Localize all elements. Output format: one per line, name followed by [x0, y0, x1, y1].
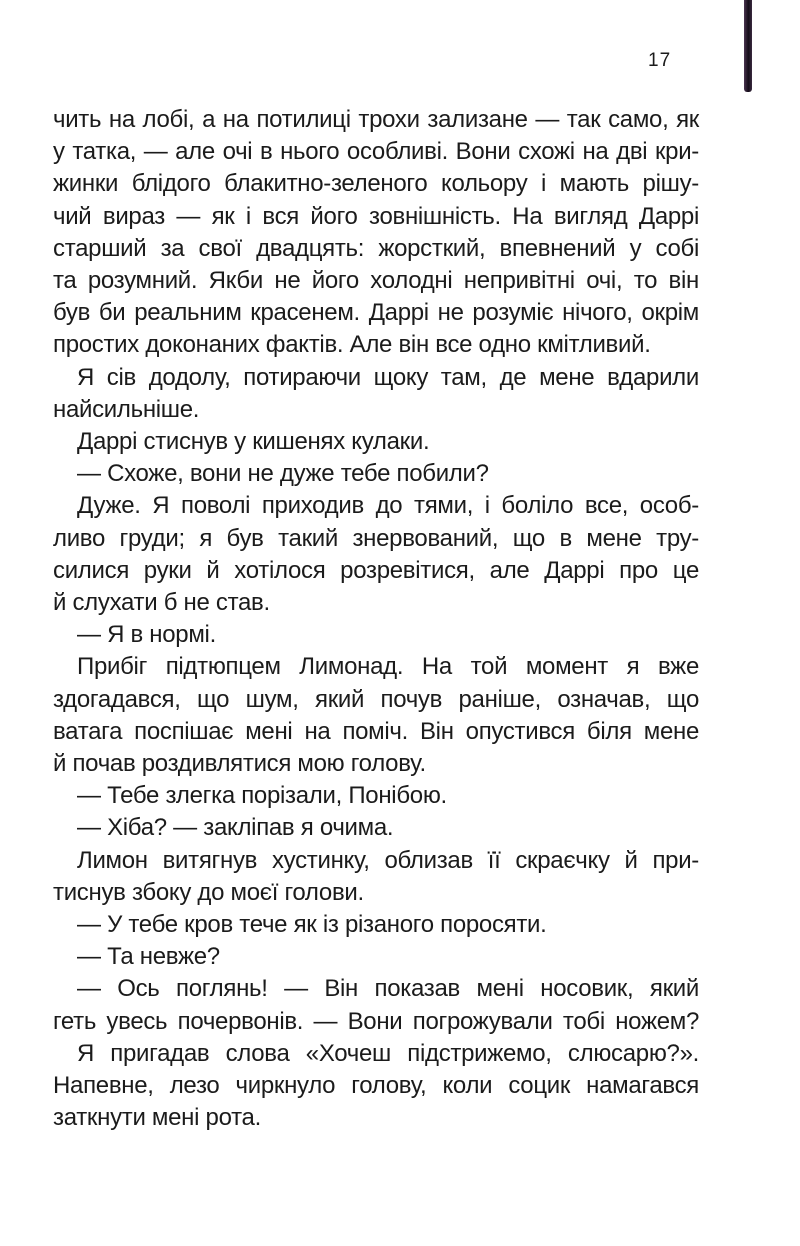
- text-line: найсильніше.: [53, 395, 200, 423]
- text-line: Дуже. Я поволі приходив до тями, і боліло все, особ-: [77, 492, 699, 520]
- text-line: жинки блідого блакитно-зеленого кольору і мають рішу-: [53, 170, 699, 198]
- text-line: Даррі стиснув у кишенях кулаки.: [77, 428, 430, 456]
- text-line: силися руки й хотілося розревітися, але Даррі про це: [53, 556, 699, 584]
- text-line: простих доконаних фактів. Але він все одно кмітливий.: [53, 331, 651, 359]
- text-line: Я пригадав слова «Хочеш підстрижемо, слюсарю?».: [77, 1039, 699, 1067]
- text-line: чить на лобі, а на потилиці трохи зализане — так само, як: [53, 106, 699, 133]
- text-line: ливо груди; я був такий знервований, що в мене тру-: [53, 524, 699, 552]
- text-line: та розумний. Якби не його холодні непривітні очі, то він: [53, 267, 699, 295]
- text-line: й почав роздивлятися мою голову.: [53, 750, 426, 778]
- text-line: Лимон витягнув хустинку, облизав її скраєчку й при-: [77, 846, 699, 874]
- text-line: — Схоже, вони не дуже тебе побили?: [77, 460, 489, 488]
- text-line: — Та невже?: [77, 943, 220, 971]
- text-line: у татка, — але очі в нього особливі. Вони схожі на дві кри-: [53, 138, 699, 166]
- text-line: — Хіба? — закліпав я очима.: [77, 814, 394, 842]
- text-line: був би реальним красенем. Даррі не розуміє нічого, окрім: [53, 299, 699, 327]
- text-line: чий вираз — як і вся його зовнішність. На вигляд Даррі: [53, 202, 699, 230]
- text-line: тиснув збоку до моєї голови.: [53, 878, 364, 906]
- text-line: Прибіг підтюпцем Лимонад. На той момент я вже: [77, 653, 699, 681]
- text-line: Напевне, лезо чиркнуло голову, коли социк намагався: [53, 1072, 699, 1100]
- body-text: [53, 104, 699, 1135]
- text-line: здогадався, що шум, який почув раніше, означав, що: [53, 685, 699, 713]
- text-line: старший за свої двадцять: жорсткий, впевнений у собі: [53, 234, 699, 262]
- text-line: — Тебе злегка порізали, Понібою.: [77, 782, 447, 810]
- text-line: Я сів додолу, потираючи щоку там, де мене вдарили: [77, 363, 699, 391]
- text-line: ватага поспішає мені на поміч. Він опустився біля мене: [53, 717, 699, 745]
- text-line: й слухати б не став.: [53, 589, 270, 617]
- text-line: — Я в нормі.: [77, 621, 216, 649]
- text-line: — У тебе кров тече як із різаного поросяти.: [77, 911, 547, 939]
- text-line: геть увесь почервонів. — Вони погрожували тобі ножем?: [53, 1007, 699, 1035]
- page-edge-marker: [744, 0, 752, 92]
- page-number: 17: [648, 50, 672, 71]
- text-line: заткнути мені рота.: [53, 1104, 261, 1132]
- text-line: — Ось поглянь! — Він показав мені носовик, який: [77, 975, 699, 1003]
